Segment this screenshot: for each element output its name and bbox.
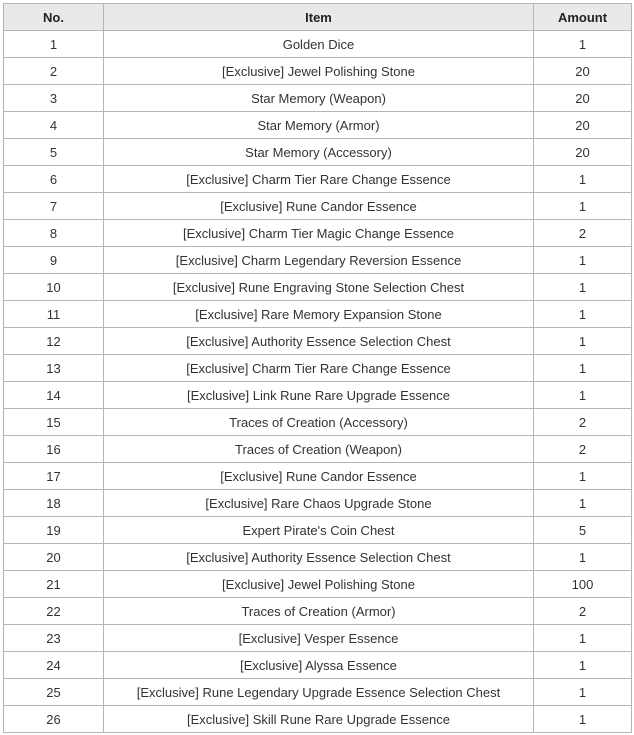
- table-row: [4, 652, 632, 679]
- cell-no: 2: [4, 58, 104, 85]
- cell-amount: 1: [534, 355, 632, 382]
- cell-item: [Exclusive] Alyssa Essence: [104, 652, 534, 679]
- cell-no: 11: [4, 301, 104, 328]
- cell-item: [Exclusive] Authority Essence Selection Chest: [104, 328, 534, 355]
- cell-amount: 1: [534, 490, 632, 517]
- cell-no: 3: [4, 85, 104, 112]
- cell-item: [Exclusive] Charm Tier Magic Change Essence: [104, 220, 534, 247]
- cell-amount: 1: [534, 274, 632, 301]
- table-row: [4, 328, 632, 355]
- cell-amount: 1: [534, 625, 632, 652]
- table-row: [4, 193, 632, 220]
- cell-amount: 1: [534, 247, 632, 274]
- table-row: [4, 85, 632, 112]
- table-row: [4, 490, 632, 517]
- header-amount: Amount: [534, 4, 632, 31]
- cell-amount: 1: [534, 706, 632, 733]
- cell-item: [Exclusive] Rune Legendary Upgrade Essence Selection Chest: [104, 679, 534, 706]
- cell-no: 7: [4, 193, 104, 220]
- cell-item: [Exclusive] Jewel Polishing Stone: [104, 58, 534, 85]
- cell-no: 24: [4, 652, 104, 679]
- table-row: [4, 436, 632, 463]
- header-no: No.: [4, 4, 104, 31]
- cell-no: 9: [4, 247, 104, 274]
- cell-no: 25: [4, 679, 104, 706]
- cell-amount: 20: [534, 139, 632, 166]
- table-row: [4, 112, 632, 139]
- cell-no: 13: [4, 355, 104, 382]
- table-row: [4, 355, 632, 382]
- cell-item: Star Memory (Armor): [104, 112, 534, 139]
- cell-item: [Exclusive] Charm Tier Rare Change Essence: [104, 355, 534, 382]
- cell-amount: 100: [534, 571, 632, 598]
- cell-no: 19: [4, 517, 104, 544]
- table-row: [4, 706, 632, 733]
- table-body: [4, 31, 632, 733]
- table-row: [4, 220, 632, 247]
- cell-amount: 1: [534, 463, 632, 490]
- table-row: [4, 679, 632, 706]
- table-row: [4, 274, 632, 301]
- cell-amount: 20: [534, 85, 632, 112]
- cell-no: 15: [4, 409, 104, 436]
- cell-no: 5: [4, 139, 104, 166]
- table-row: [4, 31, 632, 58]
- cell-no: 23: [4, 625, 104, 652]
- table-row: [4, 598, 632, 625]
- cell-item: [Exclusive] Vesper Essence: [104, 625, 534, 652]
- table-row: [4, 382, 632, 409]
- cell-amount: 1: [534, 382, 632, 409]
- cell-item: Expert Pirate's Coin Chest: [104, 517, 534, 544]
- table-row: [4, 517, 632, 544]
- table-row: [4, 139, 632, 166]
- cell-no: 12: [4, 328, 104, 355]
- table-row: [4, 58, 632, 85]
- table-row: [4, 625, 632, 652]
- cell-no: 6: [4, 166, 104, 193]
- table-row: [4, 166, 632, 193]
- table-row: [4, 571, 632, 598]
- cell-no: 22: [4, 598, 104, 625]
- table-row: [4, 409, 632, 436]
- cell-item: [Exclusive] Rare Memory Expansion Stone: [104, 301, 534, 328]
- cell-no: 10: [4, 274, 104, 301]
- cell-item: Star Memory (Accessory): [104, 139, 534, 166]
- cell-no: 20: [4, 544, 104, 571]
- cell-amount: 1: [534, 544, 632, 571]
- cell-item: [Exclusive] Rune Candor Essence: [104, 463, 534, 490]
- cell-amount: 1: [534, 679, 632, 706]
- table-row: [4, 463, 632, 490]
- cell-no: 26: [4, 706, 104, 733]
- cell-no: 16: [4, 436, 104, 463]
- cell-amount: 1: [534, 652, 632, 679]
- cell-item: Star Memory (Weapon): [104, 85, 534, 112]
- cell-amount: 5: [534, 517, 632, 544]
- cell-item: [Exclusive] Rune Candor Essence: [104, 193, 534, 220]
- cell-item: [Exclusive] Rare Chaos Upgrade Stone: [104, 490, 534, 517]
- cell-item: [Exclusive] Authority Essence Selection Chest: [104, 544, 534, 571]
- cell-item: Traces of Creation (Accessory): [104, 409, 534, 436]
- cell-amount: 2: [534, 436, 632, 463]
- cell-no: 1: [4, 31, 104, 58]
- cell-no: 18: [4, 490, 104, 517]
- table-row: [4, 301, 632, 328]
- cell-item: [Exclusive] Skill Rune Rare Upgrade Essence: [104, 706, 534, 733]
- cell-amount: 2: [534, 598, 632, 625]
- cell-item: Traces of Creation (Weapon): [104, 436, 534, 463]
- cell-item: [Exclusive] Charm Legendary Reversion Essence: [104, 247, 534, 274]
- cell-amount: 20: [534, 112, 632, 139]
- header-item: Item: [104, 4, 534, 31]
- table-header-row: [4, 4, 632, 31]
- cell-no: 21: [4, 571, 104, 598]
- cell-amount: 1: [534, 301, 632, 328]
- table-row: [4, 544, 632, 571]
- cell-amount: 1: [534, 166, 632, 193]
- cell-amount: 1: [534, 193, 632, 220]
- cell-amount: 1: [534, 31, 632, 58]
- cell-amount: 1: [534, 328, 632, 355]
- cell-amount: 20: [534, 58, 632, 85]
- cell-amount: 2: [534, 409, 632, 436]
- cell-no: 17: [4, 463, 104, 490]
- cell-amount: 2: [534, 220, 632, 247]
- cell-no: 4: [4, 112, 104, 139]
- cell-item: [Exclusive] Charm Tier Rare Change Essence: [104, 166, 534, 193]
- cell-no: 14: [4, 382, 104, 409]
- rewards-table: [3, 3, 632, 733]
- cell-item: Golden Dice: [104, 31, 534, 58]
- cell-item: [Exclusive] Rune Engraving Stone Selection Chest: [104, 274, 534, 301]
- cell-item: [Exclusive] Jewel Polishing Stone: [104, 571, 534, 598]
- cell-no: 8: [4, 220, 104, 247]
- cell-item: [Exclusive] Link Rune Rare Upgrade Essence: [104, 382, 534, 409]
- cell-item: Traces of Creation (Armor): [104, 598, 534, 625]
- table-row: [4, 247, 632, 274]
